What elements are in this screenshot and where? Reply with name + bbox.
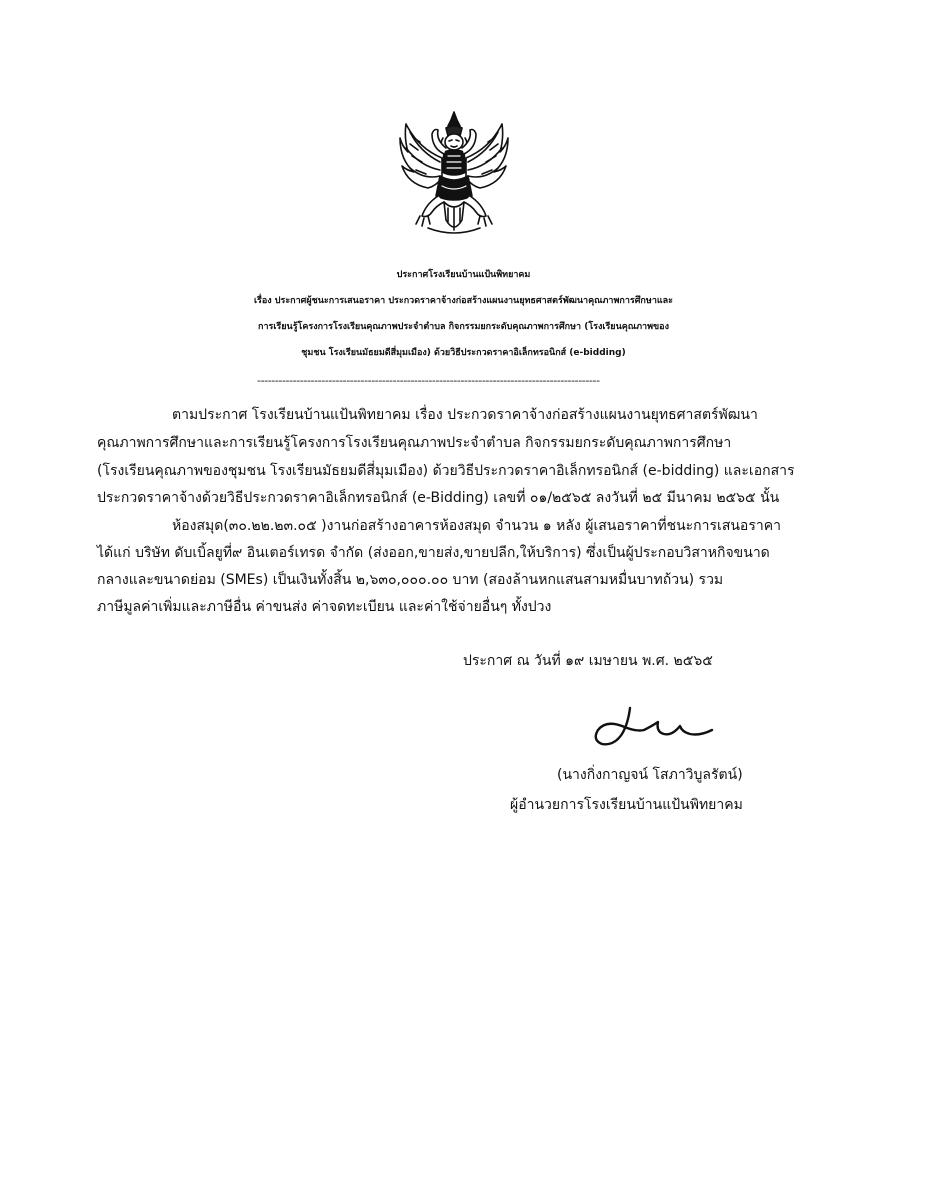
body-line-6: ได้แก่ บริษัท ดับเบิ้ลยูที่๙ อินเตอร์เทรด จำกัด (ส่งออก,ขายส่ง,ขายปลีก,ให้บริการ) ซึ่งเป็นผู้ประกอบวิสาหกิจขนาด [97,545,770,561]
title-divider: ------------------------------------------------------------------------------------------------ [257,374,600,387]
title-line-1: ประกาศโรงเรียนบ้านแป้นพิทยาคม [396,270,531,280]
body-line-2: คุณภาพการศึกษาและการเรียนรู้โครงการโรงเรียนคุณภาพประจำตำบล กิจกรรมยกระดับคุณภาพการศึกษา [97,435,732,451]
body-line-7: กลางและขนาดย่อม (SMEs) เป็นเงินทั้งสิ้น ๒,๖๓๐,๐๐๐.๐๐ บาท (สองล้านหกแสนสามหมื่นบาทถ้วน) รวม [97,572,724,588]
garuda-emblem-icon [398,108,510,240]
body-line-8: ภาษีมูลค่าเพิ่มและภาษีอื่น ค่าขนส่ง ค่าจดทะเบียน และค่าใช้จ่ายอื่นๆ ทั้งปวง [97,599,552,615]
body-line-1: ตามประกาศ โรงเรียนบ้านแป้นพิทยาคม เรื่อง ประกวดราคาจ้างก่อสร้างแผนงานยุทธศาสตร์พัฒนา [172,407,758,423]
announcement-date: ประกาศ ณ วันที่ ๑๙ เมษายน พ.ศ. ๒๕๖๕ [463,653,713,669]
signer-name: (นางกิ่งกาญจน์ โสภาวิบูลรัตน์) [557,767,743,783]
body-line-3: (โรงเรียนคุณภาพของชุมชน โรงเรียนมัธยมดีสี่มุมเมือง) ด้วยวิธีประกวดราคาอิเล็กทรอนิกส์ (e-bidding) และเอกสาร [97,463,795,479]
handwritten-signature [588,700,718,752]
title-line-4: ชุมชน โรงเรียนมัธยมดีสี่มุมเมือง) ด้วยวิธีประกวดราคาอิเล็กทรอนิกส์ (e-bidding) [301,348,626,358]
body-line-4: ประกวดราคาจ้างด้วยวิธีประกวดราคาอิเล็กทรอนิกส์ (e-Bidding) เลขที่ ๐๑/๒๕๖๕ ลงวันที่ ๒๕ มีนาคม ๒๕๖๕ นั้น [97,490,780,506]
announcement-title [60,262,867,366]
title-line-3: การเรียนรู้โครงการโรงเรียนคุณภาพประจำตำบล กิจกรรมยกระดับคุณภาพการศึกษา (โรงเรียนคุณภาพของ [258,322,669,332]
body-line-5: ห้องสมุด(๓๐.๒๒.๒๓.๐๕ )งานก่อสร้างอาคารห้องสมุด จำนวน ๑ หลัง ผู้เสนอราคาที่ชนะการเสนอราคา [172,518,781,534]
signer-position: ผู้อำนวยการโรงเรียนบ้านแป้นพิทยาคม [510,797,743,813]
title-line-2: เรื่อง ประกาศผู้ชนะการเสนอราคา ประกวดราคาจ้างก่อสร้างแผนงานยุทธศาสตร์พัฒนาคุณภาพการศึกษาและ [253,296,674,306]
